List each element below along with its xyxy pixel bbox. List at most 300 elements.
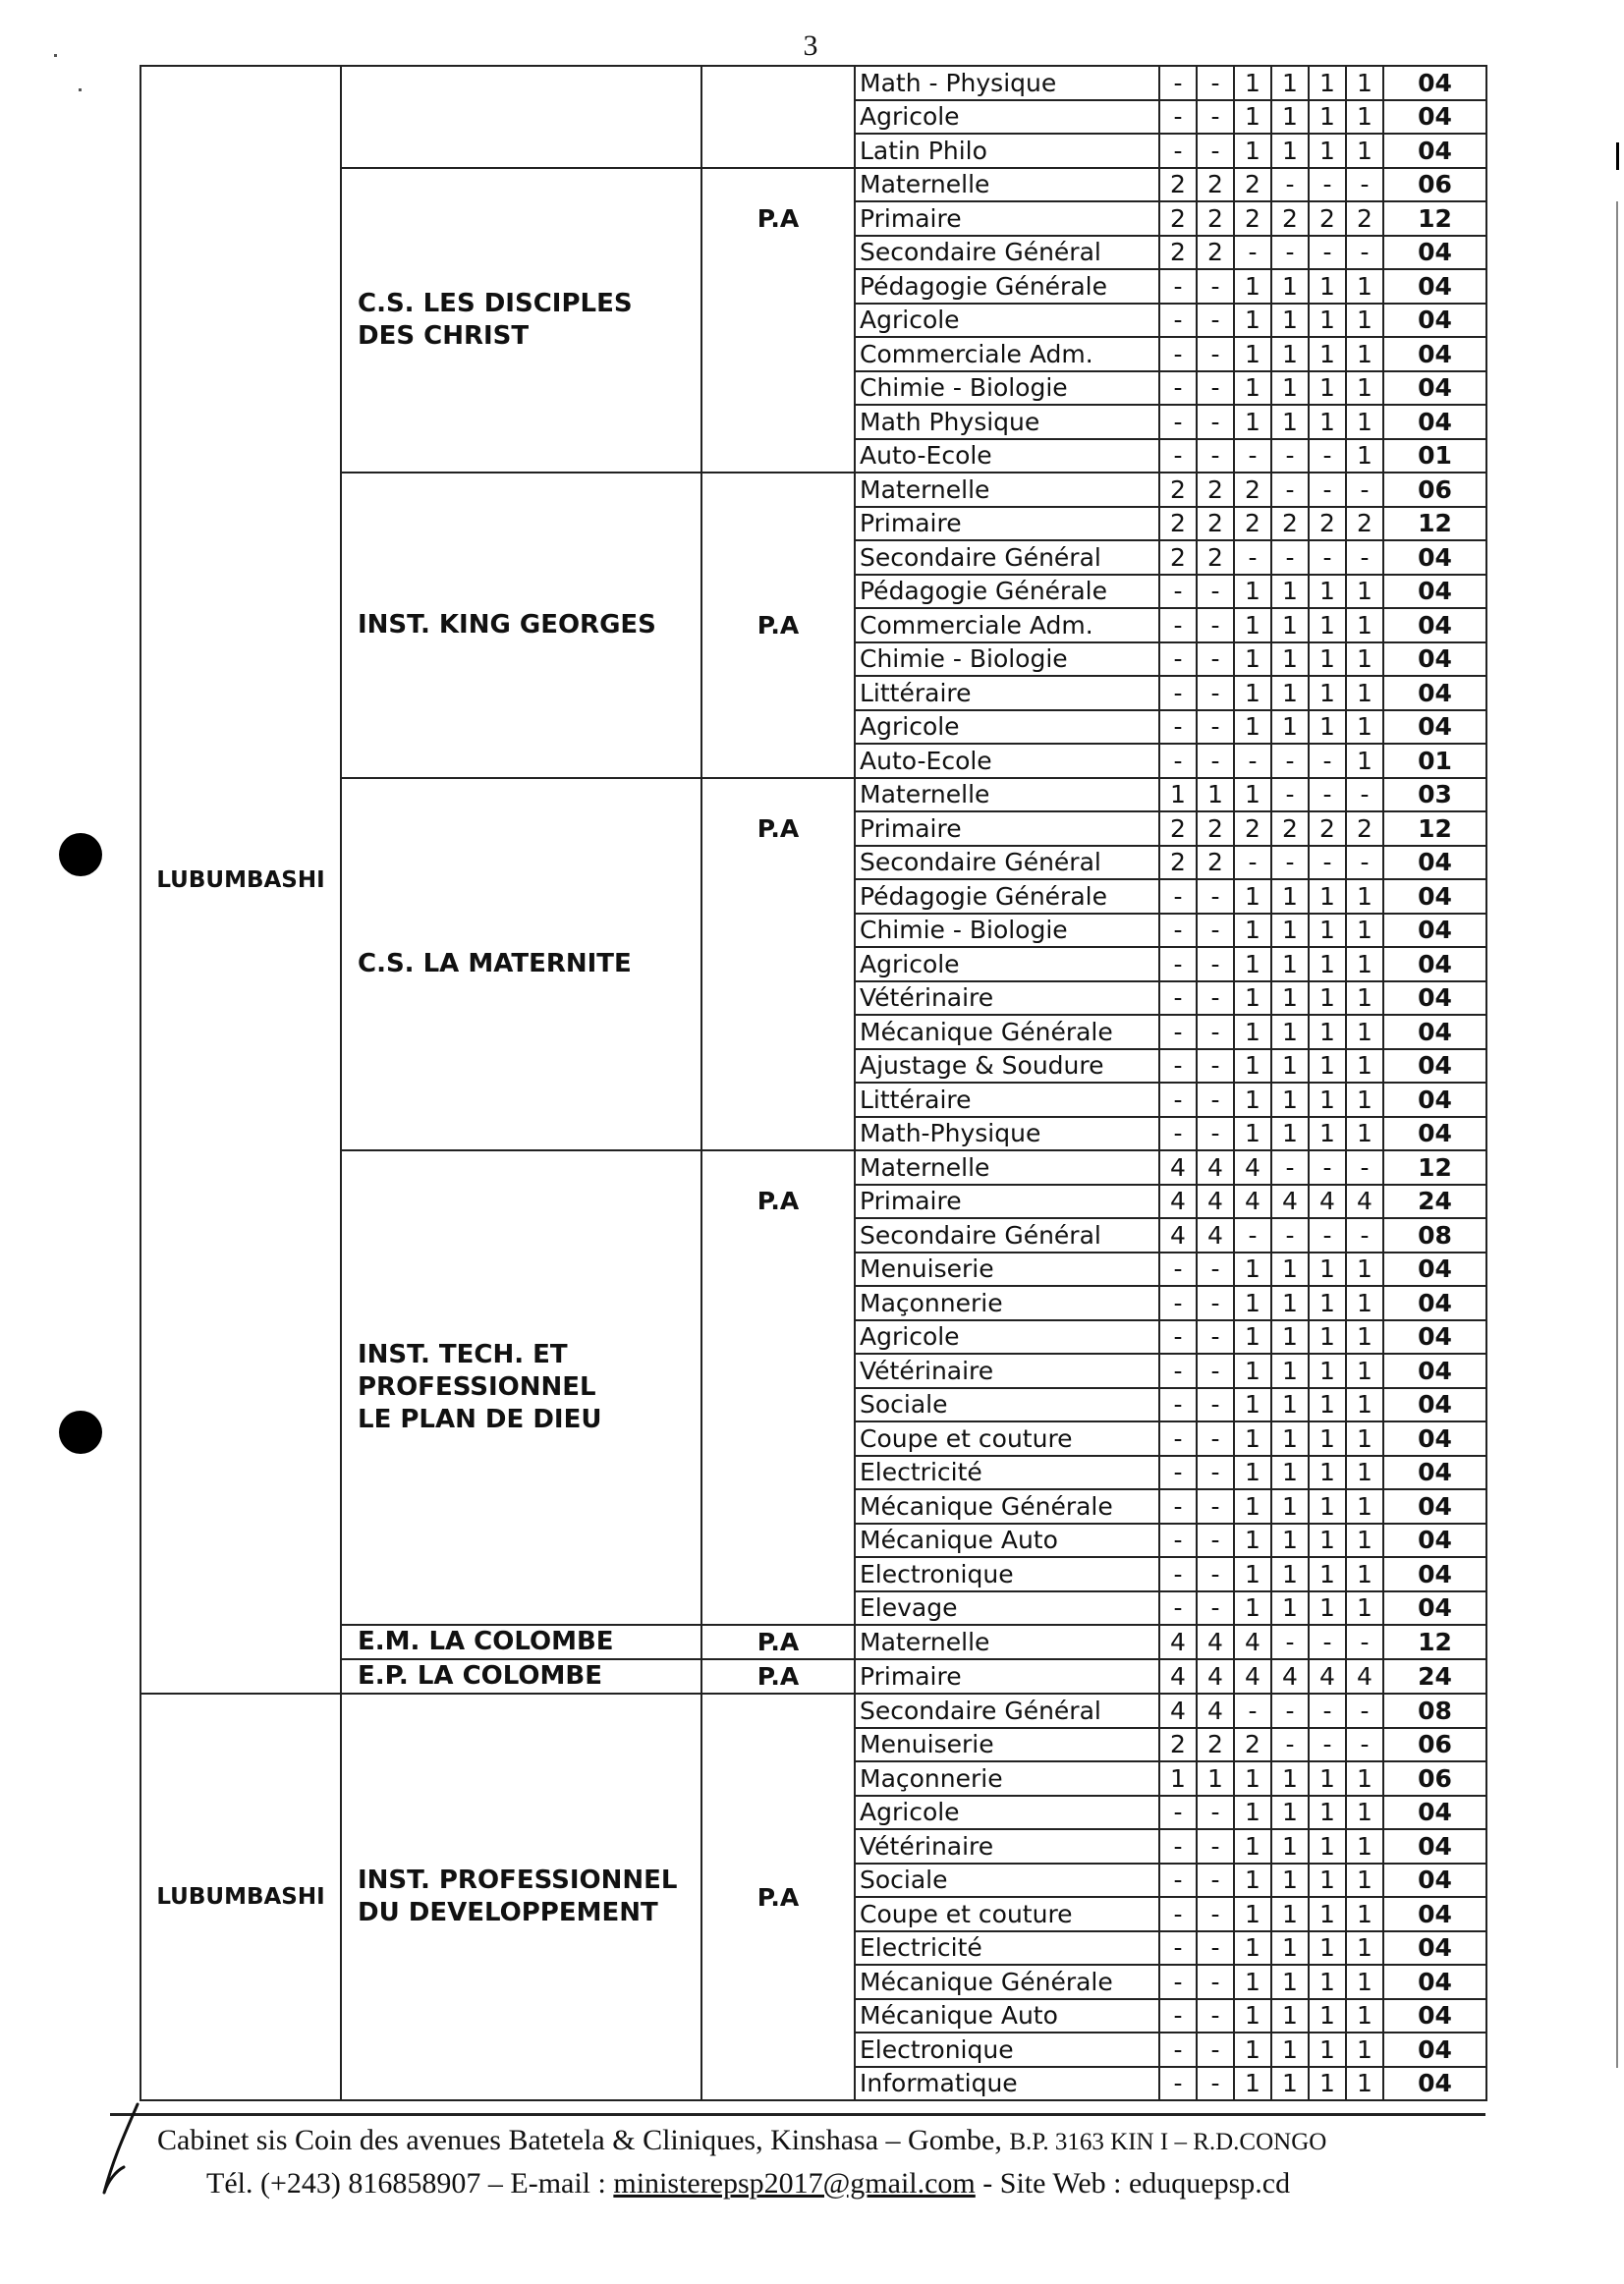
total-cell: 04 [1383, 879, 1486, 914]
footer-address-text: Cabinet sis Coin des avenues Batetela & Cliniques, Kinshasa – Gombe, [157, 2124, 1010, 2156]
class-count-cell: 1 [1309, 304, 1346, 338]
class-count-cell: 1 [1346, 304, 1383, 338]
class-count-cell: - [1159, 1591, 1197, 1626]
class-count-cell: 1 [1309, 1796, 1346, 1830]
class-count-cell: - [1159, 575, 1197, 609]
class-count-cell: 4 [1159, 1218, 1197, 1253]
class-count-cell: 1 [1346, 371, 1383, 406]
total-cell: 04 [1383, 1591, 1486, 1626]
class-count-cell: 1 [1309, 1456, 1346, 1490]
class-count-cell: 1 [1346, 608, 1383, 642]
class-count-cell: - [1197, 371, 1234, 406]
class-count-cell: - [1197, 1421, 1234, 1456]
class-count-cell: - [1159, 1999, 1197, 2033]
class-count-cell: 1 [1234, 1489, 1271, 1524]
class-count-cell: 1 [1309, 1049, 1346, 1084]
class-count-cell: 1 [1234, 1083, 1271, 1117]
class-count-cell: - [1234, 236, 1271, 270]
school-name-cell: E.M. LA COLOMBE [341, 1625, 701, 1659]
class-count-cell: 4 [1197, 1659, 1234, 1694]
class-count-cell: 4 [1234, 1625, 1271, 1659]
class-count-cell: 1 [1309, 981, 1346, 1016]
level-cell: Math Physique [855, 405, 1159, 439]
class-count-cell: 1 [1346, 405, 1383, 439]
total-cell: 04 [1383, 2067, 1486, 2101]
class-count-cell: 2 [1346, 201, 1383, 236]
class-count-cell: 1 [1271, 1897, 1309, 1931]
level-cell: Maçonnerie [855, 1761, 1159, 1796]
total-cell: 04 [1383, 575, 1486, 609]
class-count-cell: 1 [1346, 1796, 1383, 1830]
class-count-cell: - [1197, 575, 1234, 609]
footer-postal: B.P. 3163 KIN I – R.D.CONGO [1009, 2129, 1327, 2155]
footer-website: - Site Web : eduquepsp.cd [975, 2167, 1291, 2200]
class-count-cell: 1 [1234, 405, 1271, 439]
class-count-cell: 1 [1234, 1286, 1271, 1320]
class-count-cell: 1 [1309, 1591, 1346, 1626]
class-count-cell: 1 [1309, 608, 1346, 642]
class-count-cell: 1 [1234, 2067, 1271, 2101]
table-row [140, 1659, 1486, 1694]
class-count-cell: - [1159, 1456, 1197, 1490]
total-cell: 04 [1383, 1524, 1486, 1558]
class-count-cell: 4 [1197, 1150, 1234, 1185]
level-cell: Primaire [855, 201, 1159, 236]
table-row [140, 778, 1486, 812]
class-count-cell: 1 [1271, 269, 1309, 304]
total-cell: 04 [1383, 304, 1486, 338]
class-count-cell: 2 [1234, 168, 1271, 202]
total-cell: 04 [1383, 981, 1486, 1016]
footer-email-link[interactable]: ministerepsp2017@gmail.com [613, 2167, 976, 2200]
total-cell: 04 [1383, 1015, 1486, 1049]
level-cell: Vétérinaire [855, 1829, 1159, 1864]
class-count-cell: 1 [1271, 1083, 1309, 1117]
total-cell: 04 [1383, 1456, 1486, 1490]
level-cell: Mécanique Auto [855, 1524, 1159, 1558]
class-count-cell: 2 [1234, 473, 1271, 507]
level-cell: Agricole [855, 947, 1159, 981]
class-count-cell: 1 [1234, 1117, 1271, 1151]
class-count-cell: 1 [1309, 405, 1346, 439]
class-count-cell: - [1271, 540, 1309, 575]
level-cell: Coupe et couture [855, 1421, 1159, 1456]
class-count-cell: - [1309, 1218, 1346, 1253]
class-count-cell: - [1197, 1388, 1234, 1422]
total-cell: 04 [1383, 1117, 1486, 1151]
class-count-cell: - [1197, 1591, 1234, 1626]
level-cell: Pédagogie Générale [855, 879, 1159, 914]
class-count-cell: - [1346, 1150, 1383, 1185]
punch-hole-bottom [59, 1411, 102, 1454]
class-count-cell: 1 [1346, 676, 1383, 710]
total-cell: 06 [1383, 473, 1486, 507]
class-count-cell: 2 [1271, 201, 1309, 236]
class-count-cell: 1 [1309, 879, 1346, 914]
level-cell: Coupe et couture [855, 1897, 1159, 1931]
class-count-cell: - [1159, 1864, 1197, 1898]
class-count-cell: - [1159, 337, 1197, 371]
class-count-cell: - [1234, 1218, 1271, 1253]
class-count-cell: 1 [1271, 1999, 1309, 2033]
class-count-cell: - [1159, 1388, 1197, 1422]
class-count-cell: 1 [1271, 2033, 1309, 2067]
class-count-cell: 1 [1309, 2033, 1346, 2067]
class-count-cell: - [1271, 1218, 1309, 1253]
class-count-cell: 1 [1309, 1083, 1346, 1117]
class-count-cell: 1 [1346, 947, 1383, 981]
regime-cell: P.A [701, 1150, 855, 1625]
level-cell: Electricité [855, 1456, 1159, 1490]
total-cell: 04 [1383, 337, 1486, 371]
class-count-cell: - [1159, 710, 1197, 745]
class-count-cell: 1 [1346, 1049, 1383, 1084]
level-cell: Math-Physique [855, 1117, 1159, 1151]
class-count-cell: - [1197, 337, 1234, 371]
regime-cell: P.A [701, 168, 855, 474]
class-count-cell: - [1346, 1728, 1383, 1762]
class-count-cell: 4 [1271, 1185, 1309, 1219]
class-count-cell: 1 [1346, 1456, 1383, 1490]
class-count-cell: - [1271, 1694, 1309, 1728]
class-count-cell: - [1309, 1728, 1346, 1762]
class-count-cell: 1 [1234, 710, 1271, 745]
class-count-cell: - [1309, 1625, 1346, 1659]
class-count-cell: - [1159, 642, 1197, 677]
total-cell: 04 [1383, 846, 1486, 880]
total-cell: 01 [1383, 439, 1486, 474]
class-count-cell: - [1309, 540, 1346, 575]
level-cell: Maternelle [855, 168, 1159, 202]
class-count-cell: - [1271, 168, 1309, 202]
class-count-cell: - [1346, 1625, 1383, 1659]
class-count-cell: - [1197, 1049, 1234, 1084]
total-cell: 04 [1383, 676, 1486, 710]
level-cell: Vétérinaire [855, 1354, 1159, 1388]
class-count-cell: 1 [1309, 1557, 1346, 1591]
class-count-cell: 1 [1234, 947, 1271, 981]
table-row [140, 168, 1486, 202]
class-count-cell: 1 [1271, 710, 1309, 745]
level-cell: Agricole [855, 710, 1159, 745]
class-count-cell: 4 [1234, 1185, 1271, 1219]
class-count-cell: 1 [1271, 405, 1309, 439]
class-count-cell: - [1197, 642, 1234, 677]
level-cell: Maternelle [855, 778, 1159, 812]
total-cell: 04 [1383, 405, 1486, 439]
school-name-cell: C.S. LA MATERNITE [341, 778, 701, 1151]
class-count-cell: - [1271, 778, 1309, 812]
class-count-cell: - [1234, 1694, 1271, 1728]
level-cell: Maternelle [855, 473, 1159, 507]
class-count-cell: 1 [1234, 1388, 1271, 1422]
class-count-cell: 1 [1271, 981, 1309, 1016]
class-count-cell: - [1159, 879, 1197, 914]
level-cell: Sociale [855, 1864, 1159, 1898]
class-count-cell: 1 [1271, 1864, 1309, 1898]
class-count-cell: 2 [1271, 507, 1309, 541]
class-count-cell: - [1159, 100, 1197, 135]
regime-cell: P.A [701, 1659, 855, 1694]
class-count-cell: 1 [1271, 1320, 1309, 1355]
class-count-cell: - [1271, 846, 1309, 880]
class-count-cell: 1 [1309, 1761, 1346, 1796]
class-count-cell: - [1197, 744, 1234, 778]
total-cell: 04 [1383, 1796, 1486, 1830]
class-count-cell: 1 [1271, 1965, 1309, 1999]
class-count-cell: 2 [1197, 201, 1234, 236]
class-count-cell: 1 [1346, 914, 1383, 948]
class-count-cell: 4 [1234, 1659, 1271, 1694]
total-cell: 04 [1383, 1049, 1486, 1084]
class-count-cell: 1 [1346, 1591, 1383, 1626]
class-count-cell: - [1159, 1421, 1197, 1456]
total-cell: 04 [1383, 1557, 1486, 1591]
class-count-cell: 1 [1309, 66, 1346, 100]
class-count-cell: 1 [1234, 1829, 1271, 1864]
class-count-cell: - [1159, 1931, 1197, 1966]
class-count-cell: 1 [1234, 778, 1271, 812]
total-cell: 04 [1383, 1354, 1486, 1388]
class-count-cell: - [1346, 236, 1383, 270]
class-count-cell: - [1197, 2033, 1234, 2067]
class-count-cell: 1 [1346, 1083, 1383, 1117]
total-cell: 04 [1383, 1286, 1486, 1320]
class-count-cell: 1 [1234, 1999, 1271, 2033]
class-count-cell: 1 [1309, 100, 1346, 135]
class-count-cell: 1 [1309, 1015, 1346, 1049]
class-count-cell: 2 [1197, 168, 1234, 202]
level-cell: Ajustage & Soudure [855, 1049, 1159, 1084]
class-count-cell: 1 [1309, 914, 1346, 948]
total-cell: 04 [1383, 1931, 1486, 1966]
class-count-cell: 4 [1309, 1185, 1346, 1219]
total-cell: 04 [1383, 1864, 1486, 1898]
class-count-cell: 1 [1309, 1524, 1346, 1558]
level-cell: Auto-Ecole [855, 439, 1159, 474]
class-count-cell: 2 [1159, 811, 1197, 846]
level-cell: Pédagogie Générale [855, 269, 1159, 304]
class-count-cell: - [1309, 744, 1346, 778]
class-count-cell: - [1197, 304, 1234, 338]
class-count-cell: 1 [1271, 947, 1309, 981]
page-footer [147, 2120, 1523, 2204]
class-count-cell: 1 [1234, 1524, 1271, 1558]
class-count-cell: - [1159, 134, 1197, 168]
class-count-cell: - [1159, 676, 1197, 710]
total-cell: 04 [1383, 1965, 1486, 1999]
class-count-cell: - [1197, 1456, 1234, 1490]
table-row [140, 1150, 1486, 1185]
class-count-cell: 1 [1346, 1897, 1383, 1931]
class-count-cell: 2 [1197, 236, 1234, 270]
class-count-cell: - [1159, 1083, 1197, 1117]
class-count-cell: 1 [1346, 575, 1383, 609]
total-cell: 08 [1383, 1218, 1486, 1253]
level-cell: Primaire [855, 811, 1159, 846]
level-cell: Mécanique Générale [855, 1015, 1159, 1049]
regime-cell: P.A [701, 1694, 855, 2100]
total-cell: 24 [1383, 1659, 1486, 1694]
level-cell: Auto-Ecole [855, 744, 1159, 778]
class-count-cell: 1 [1234, 100, 1271, 135]
class-count-cell: 1 [1234, 676, 1271, 710]
class-count-cell: 2 [1159, 168, 1197, 202]
class-count-cell: 1 [1234, 1864, 1271, 1898]
school-name-cell: INST. KING GEORGES [341, 473, 701, 778]
class-count-cell: - [1346, 846, 1383, 880]
class-count-cell: - [1197, 1354, 1234, 1388]
class-count-cell: - [1234, 439, 1271, 474]
class-count-cell: - [1197, 1864, 1234, 1898]
class-count-cell: 1 [1271, 575, 1309, 609]
total-cell: 12 [1383, 811, 1486, 846]
class-count-cell: 4 [1159, 1150, 1197, 1185]
class-count-cell: 1 [1271, 1117, 1309, 1151]
total-cell: 06 [1383, 1728, 1486, 1762]
class-count-cell: 1 [1309, 1999, 1346, 2033]
class-count-cell: 1 [1234, 1761, 1271, 1796]
class-count-cell: - [1197, 405, 1234, 439]
class-count-cell: 2 [1309, 507, 1346, 541]
class-count-cell: - [1197, 1117, 1234, 1151]
class-count-cell: 1 [1234, 1931, 1271, 1966]
class-count-cell: - [1309, 236, 1346, 270]
class-count-cell: 1 [1346, 337, 1383, 371]
class-count-cell: - [1309, 846, 1346, 880]
class-count-cell: 2 [1159, 201, 1197, 236]
scan-speck [54, 54, 57, 57]
class-count-cell: - [1159, 2033, 1197, 2067]
class-count-cell: - [1309, 1694, 1346, 1728]
total-cell: 04 [1383, 1999, 1486, 2033]
class-count-cell: - [1346, 778, 1383, 812]
table-row [140, 1694, 1486, 1728]
level-cell: Primaire [855, 1185, 1159, 1219]
class-count-cell: 1 [1271, 1015, 1309, 1049]
class-count-cell: - [1159, 1117, 1197, 1151]
level-cell: Chimie - Biologie [855, 642, 1159, 677]
class-count-cell: - [1197, 1796, 1234, 1830]
class-count-cell: 1 [1309, 1354, 1346, 1388]
level-cell: Vétérinaire [855, 981, 1159, 1016]
class-count-cell: 1 [1234, 575, 1271, 609]
class-count-cell: 1 [1271, 1253, 1309, 1287]
regime-cell: P.A [701, 778, 855, 1151]
allocation-table [140, 65, 1487, 2101]
class-count-cell: 1 [1234, 1049, 1271, 1084]
school-name-cell [341, 66, 701, 168]
class-count-cell: 2 [1234, 811, 1271, 846]
class-count-cell: 4 [1197, 1218, 1234, 1253]
class-count-cell: - [1197, 66, 1234, 100]
class-count-cell: 4 [1234, 1150, 1271, 1185]
regime-cell: P.A [701, 1625, 855, 1659]
class-count-cell: 4 [1197, 1694, 1234, 1728]
class-count-cell: 4 [1271, 1659, 1309, 1694]
class-count-cell: - [1159, 1489, 1197, 1524]
total-cell: 04 [1383, 1388, 1486, 1422]
class-count-cell: - [1271, 1728, 1309, 1762]
class-count-cell: - [1197, 947, 1234, 981]
level-cell: Electricité [855, 1931, 1159, 1966]
class-count-cell: 4 [1309, 1659, 1346, 1694]
class-count-cell: 1 [1346, 1864, 1383, 1898]
total-cell: 12 [1383, 1150, 1486, 1185]
class-count-cell: - [1309, 439, 1346, 474]
class-count-cell: 1 [1271, 2067, 1309, 2101]
total-cell: 04 [1383, 1489, 1486, 1524]
level-cell: Secondaire Général [855, 540, 1159, 575]
class-count-cell: 1 [1271, 1591, 1309, 1626]
total-cell: 04 [1383, 1083, 1486, 1117]
class-count-cell: - [1234, 846, 1271, 880]
class-count-cell: 1 [1346, 1557, 1383, 1591]
level-cell: Agricole [855, 1796, 1159, 1830]
class-count-cell: 1 [1271, 642, 1309, 677]
class-count-cell: - [1197, 1931, 1234, 1966]
class-count-cell: - [1346, 168, 1383, 202]
class-count-cell: 1 [1271, 1286, 1309, 1320]
class-count-cell: - [1159, 1557, 1197, 1591]
class-count-cell: 1 [1234, 371, 1271, 406]
class-count-cell: 1 [1271, 1421, 1309, 1456]
total-cell: 24 [1383, 1185, 1486, 1219]
class-count-cell: 1 [1346, 134, 1383, 168]
class-count-cell: 1 [1346, 1421, 1383, 1456]
class-count-cell: - [1159, 269, 1197, 304]
class-count-cell: 1 [1271, 371, 1309, 406]
class-count-cell: 1 [1346, 2033, 1383, 2067]
total-cell: 04 [1383, 710, 1486, 745]
class-count-cell: - [1197, 1083, 1234, 1117]
class-count-cell: - [1197, 1015, 1234, 1049]
class-count-cell: 2 [1309, 811, 1346, 846]
class-count-cell: 1 [1234, 269, 1271, 304]
page-number: 3 [803, 29, 818, 62]
level-cell: Littéraire [855, 1083, 1159, 1117]
class-count-cell: - [1197, 269, 1234, 304]
class-count-cell: 1 [1234, 304, 1271, 338]
class-count-cell: 1 [1346, 1253, 1383, 1287]
class-count-cell: 1 [1309, 1320, 1346, 1355]
total-cell: 04 [1383, 1320, 1486, 1355]
class-count-cell: - [1197, 100, 1234, 135]
class-count-cell: 1 [1309, 1388, 1346, 1422]
class-count-cell: 1 [1309, 1965, 1346, 1999]
class-count-cell: - [1197, 1253, 1234, 1287]
total-cell: 04 [1383, 66, 1486, 100]
class-count-cell: 1 [1346, 2067, 1383, 2101]
class-count-cell: - [1197, 981, 1234, 1016]
class-count-cell: 1 [1346, 1999, 1383, 2033]
class-count-cell: 1 [1346, 100, 1383, 135]
class-count-cell: 1 [1309, 710, 1346, 745]
level-cell: Primaire [855, 507, 1159, 541]
class-count-cell: 1 [1159, 1761, 1197, 1796]
class-count-cell: 1 [1271, 676, 1309, 710]
regime-cell [701, 66, 855, 168]
class-count-cell: 1 [1309, 1253, 1346, 1287]
class-count-cell: 1 [1309, 2067, 1346, 2101]
class-count-cell: 1 [1234, 1015, 1271, 1049]
total-cell: 04 [1383, 947, 1486, 981]
class-count-cell: - [1159, 304, 1197, 338]
class-count-cell: 1 [1309, 1931, 1346, 1966]
scan-edge-mark [1616, 201, 1618, 2068]
class-count-cell: - [1309, 473, 1346, 507]
class-count-cell: 1 [1346, 1829, 1383, 1864]
